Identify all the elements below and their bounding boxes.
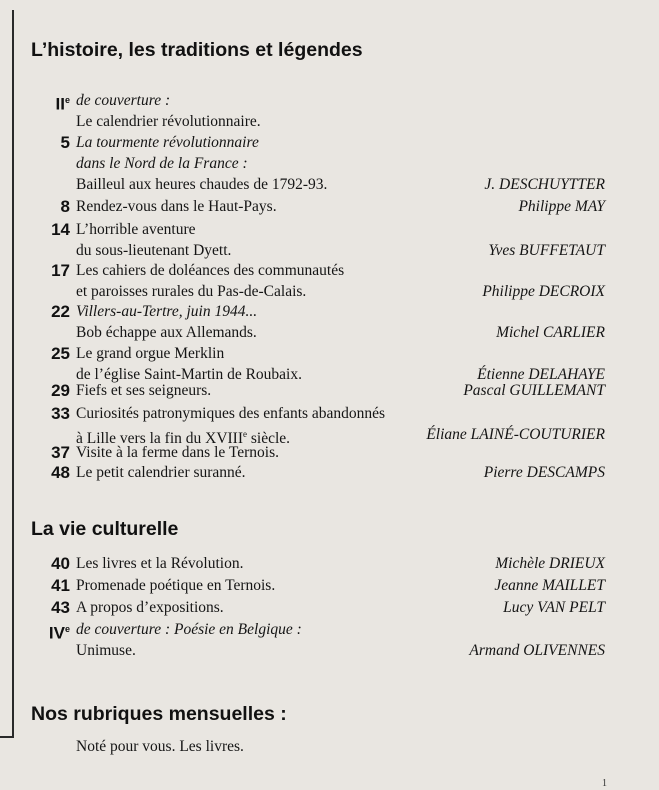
author: Philippe DECROIX xyxy=(482,283,605,300)
entry-line: du sous-lieutenant Dyett. xyxy=(76,242,232,259)
entry-line: A propos d’expositions. xyxy=(76,599,224,616)
author: Pierre DESCAMPS xyxy=(483,464,605,481)
page-number: 43 xyxy=(51,598,70,617)
author: Yves BUFFETAUT xyxy=(488,242,605,259)
page-number: 14 xyxy=(51,220,70,239)
entry-line: Fiefs et ses seigneurs. xyxy=(76,382,212,399)
entry-line: Villers-au-Tertre, juin 1944... xyxy=(76,303,258,320)
entry-line: Le petit calendrier suranné. xyxy=(76,464,246,481)
entry-line: Promenade poétique en Ternois. xyxy=(76,577,276,594)
page-number: 37 xyxy=(51,443,70,462)
entry-line: La tourmente révolutionnaire xyxy=(76,134,259,151)
author: Michèle DRIEUX xyxy=(495,555,605,572)
entry-line: Les livres et la Révolution. xyxy=(76,555,244,572)
left-margin-rule xyxy=(12,10,14,738)
entry-line: et paroisses rurales du Pas-de-Calais. xyxy=(76,283,307,300)
entry-line: Unimuse. xyxy=(76,642,136,659)
author: Philippe MAY xyxy=(518,198,605,215)
entry-line: L’horrible aventure xyxy=(76,221,196,238)
page-number: 41 xyxy=(51,576,70,595)
entry-line: Bailleul aux heures chaudes de 1792-93. xyxy=(76,176,328,193)
entry-line: Rendez-vous dans le Haut-Pays. xyxy=(76,198,277,215)
entry-line: de couverture : Poésie en Belgique : xyxy=(76,621,302,638)
page-number: 5 xyxy=(60,133,70,152)
author: Lucy VAN PELT xyxy=(503,599,605,616)
entry-line: de l’église Saint-Martin de Roubaix. xyxy=(76,366,302,383)
entry-line: dans le Nord de la France : xyxy=(76,155,248,172)
page-number: 22 xyxy=(51,302,70,321)
entry-line: à Lille vers la fin du XVIIIe siècle. xyxy=(76,429,291,448)
entry-line: Noté pour vous. Les livres. xyxy=(76,738,244,755)
bottom-margin-rule xyxy=(0,736,14,738)
author: Michel CARLIER xyxy=(496,324,605,341)
entry-line: Les cahiers de doléances des communautés xyxy=(76,262,345,279)
entry-line: Visite à la ferme dans le Ternois. xyxy=(76,444,280,461)
page-number: 40 xyxy=(51,554,70,573)
author: J. DESCHUYTTER xyxy=(484,176,605,193)
entry-line: Bob échappe aux Allemands. xyxy=(76,324,257,341)
section-title-histoire: L’histoire, les traditions et légendes xyxy=(31,39,363,61)
page-number: IVe xyxy=(48,623,70,643)
author: Étienne DELAHAYE xyxy=(477,366,605,383)
author: Pascal GUILLEMANT xyxy=(463,382,605,399)
author: Jeanne MAILLET xyxy=(494,577,605,594)
page-number: 8 xyxy=(60,197,70,216)
page-number: IIe xyxy=(55,94,70,114)
page-number: 29 xyxy=(51,381,70,400)
page-mark: 1 xyxy=(602,778,607,789)
entry-line: Le calendrier révolutionnaire. xyxy=(76,113,261,130)
section-title-rubriques: Nos rubriques mensuelles : xyxy=(31,703,287,725)
page-number: 17 xyxy=(51,261,70,280)
page-number: 33 xyxy=(51,404,70,423)
section-title-vie-culturelle: La vie culturelle xyxy=(31,518,179,540)
entry-line: de couverture : xyxy=(76,92,171,109)
entry-line: Curiosités patronymiques des enfants abandonnés xyxy=(76,405,386,422)
page-number: 25 xyxy=(51,344,70,363)
author: Armand OLIVENNES xyxy=(469,642,605,659)
author: Éliane LAINÉ-COUTURIER xyxy=(426,426,605,443)
page-number: 48 xyxy=(51,463,70,482)
entry-line: Le grand orgue Merklin xyxy=(76,345,225,362)
